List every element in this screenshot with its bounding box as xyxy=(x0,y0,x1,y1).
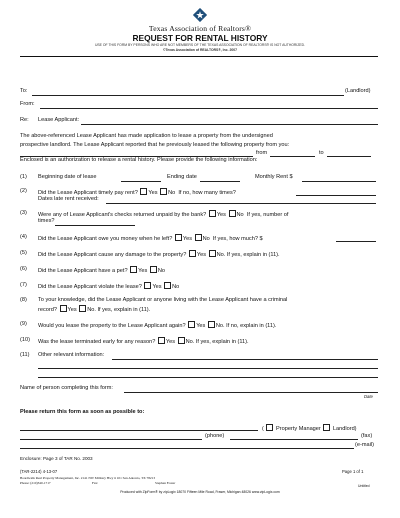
q4-yes-label: Yes xyxy=(182,236,193,242)
q6-no-label: No xyxy=(157,268,165,274)
q9-text: Would you lease the property to the Lease Applicant again? xyxy=(38,323,186,329)
q8-yes-label: Yes xyxy=(67,307,77,313)
q2-yes-checkbox[interactable] xyxy=(140,188,147,195)
open-paren: ( xyxy=(262,426,264,432)
q3-yes-checkbox[interactable] xyxy=(209,210,216,217)
name-completing-field[interactable] xyxy=(124,392,378,393)
q3-no-checkbox[interactable] xyxy=(229,210,236,217)
monthly-rent-field[interactable] xyxy=(302,181,376,182)
q8-no-label: No. If yes, explain in (11). xyxy=(87,307,151,313)
form-title: REQUEST FOR RENTAL HISTORY xyxy=(132,33,268,43)
q4-no-label: No xyxy=(202,236,210,242)
q10-text: Was the lease terminated early for any reason? xyxy=(38,339,156,345)
name-completing-label: Name of person completing this form: xyxy=(20,385,113,391)
late-times-field[interactable] xyxy=(296,195,376,196)
fax-field[interactable] xyxy=(230,439,358,440)
q5-yes-checkbox[interactable] xyxy=(189,250,196,257)
from-label: From: xyxy=(20,101,35,107)
q9-yes-checkbox[interactable] xyxy=(188,321,195,328)
lease-from-field[interactable] xyxy=(270,156,315,157)
re-label: Re: xyxy=(20,117,29,123)
q4-number: (4) xyxy=(20,234,27,240)
form-id: (TAR-2214) 4-13-07 xyxy=(20,469,58,474)
q9-row xyxy=(38,321,276,329)
page-number: Page 1 of 1 xyxy=(342,469,364,474)
produced-by: Produced with ZipForm® by zipLogix 18070 Fifteen Mile Road, Fraser, Michigan 48026 www.zipLogix.com xyxy=(120,490,280,494)
lease-applicant-label: Lease Applicant: xyxy=(38,117,80,123)
q2-row xyxy=(38,188,236,196)
q7-number: (7) xyxy=(20,282,27,288)
q8-number: (8) xyxy=(20,297,27,303)
q4-tail: If yes, how much? $ xyxy=(212,236,263,242)
email-label: (e-mail) xyxy=(355,442,374,448)
property-manager-label: Property Manager xyxy=(276,426,321,432)
q9-no-label: No. If no, explain in (11). xyxy=(215,323,277,329)
email-field[interactable] xyxy=(20,448,354,449)
q9-yes-label: Yes xyxy=(196,323,206,329)
q3-number: (3) xyxy=(20,210,27,216)
org-name: Texas Association of Realtors® xyxy=(148,24,252,33)
q3-yes-label: Yes xyxy=(216,212,226,218)
broker-info: Boardwalk Real Property Management, Inc. 2141 NW Military Hwy # 101 San Antonio, TX 78213 xyxy=(20,476,156,480)
enclosure-note: Enclosure: Page 3 of TAR No. 2003 xyxy=(20,456,93,461)
enclosed-text: Enclosed is an authorization to release a rental history. Please provide the following information: xyxy=(20,157,258,163)
broker-fax: Fax: xyxy=(92,481,99,485)
q7-yes-checkbox[interactable] xyxy=(144,282,151,289)
q5-text: Did the Lease Applicant cause any damage to the property? xyxy=(38,252,187,258)
q6-text: Did the Lease Applicant have a pet? xyxy=(38,268,128,274)
late-dates-field[interactable] xyxy=(106,203,376,204)
q4-text: Did the Lease Applicant owe you money when he left? xyxy=(38,236,173,242)
to-label: To: xyxy=(20,88,28,94)
broker-phone: Phone: (210)340-1717 xyxy=(20,481,51,485)
q3-times-label: times? xyxy=(38,218,55,224)
from-word: from xyxy=(256,150,268,156)
other-info-line-2[interactable] xyxy=(38,368,378,369)
q10-number: (10) xyxy=(20,337,30,343)
property-manager-checkbox[interactable] xyxy=(266,424,273,431)
agent-name: Stephen Foster xyxy=(155,481,176,485)
q7-row xyxy=(38,282,179,290)
q3-text: Were any of Lease Applicant's checks returned unpaid by the bank? xyxy=(38,212,207,218)
intro-line-2: prospective landlord. The Lease Applicant reported that he previously leased the following property from you: xyxy=(20,142,290,148)
q6-number: (6) xyxy=(20,266,27,272)
q11-number: (11) xyxy=(20,352,30,358)
phone-label: (phone) xyxy=(205,433,225,439)
q6-yes-checkbox[interactable] xyxy=(130,266,137,273)
q2-text: Did the Lease Applicant timely pay rent? xyxy=(38,190,138,196)
q4-row xyxy=(38,234,263,242)
q8-record-label: record? xyxy=(38,307,57,313)
q4-no-checkbox[interactable] xyxy=(195,234,202,241)
q2-no-checkbox[interactable] xyxy=(160,188,167,195)
q1-rent-label: Monthly Rent $ xyxy=(255,174,293,180)
q8-line-1: To your knowledge, did the Lease Applicant or anyone living with the Lease Applicant have a criminal xyxy=(38,297,288,303)
q7-no-label: No xyxy=(172,284,180,290)
q3-tail: If yes, number of xyxy=(246,212,289,218)
q3-no-label: No xyxy=(236,212,244,218)
q7-yes-label: Yes xyxy=(152,284,162,290)
q7-no-checkbox[interactable] xyxy=(164,282,171,289)
untitled-label: Untitled xyxy=(358,484,370,488)
to-field[interactable] xyxy=(32,95,344,96)
q6-row xyxy=(38,266,165,274)
q2-number: (2) xyxy=(20,188,27,194)
return-options xyxy=(262,424,357,432)
date-label: Date xyxy=(364,394,373,399)
tar-logo-icon xyxy=(193,8,207,22)
copyright: ©Texas Association of REALTORS®, Inc. 2007 xyxy=(162,48,238,52)
landlord-label: (Landlord) xyxy=(345,88,371,94)
returned-times-field[interactable] xyxy=(55,225,135,226)
q1-begin-label: Beginning date of lease xyxy=(38,174,97,180)
begin-date-field[interactable] xyxy=(121,181,161,182)
end-date-field[interactable] xyxy=(200,181,240,182)
q5-yes-label: Yes xyxy=(196,252,207,258)
q5-no-checkbox[interactable] xyxy=(209,250,216,257)
q10-yes-label: Yes xyxy=(165,339,176,345)
return-address-field[interactable] xyxy=(20,439,202,440)
q8-no-checkbox[interactable] xyxy=(79,305,86,312)
q8-row xyxy=(38,305,150,313)
q6-no-checkbox[interactable] xyxy=(150,266,157,273)
q2-yes-label: Yes xyxy=(148,190,158,196)
amount-owed-field[interactable] xyxy=(336,241,376,242)
q9-number: (9) xyxy=(20,321,27,327)
header-rule xyxy=(20,56,378,57)
other-info-line-1[interactable] xyxy=(112,359,378,360)
q10-row xyxy=(38,337,249,345)
q7-text: Did the Lease Applicant violate the lease? xyxy=(38,284,142,290)
other-info-line-3[interactable] xyxy=(38,377,378,378)
q5-no-label: No. If yes, explain in (11). xyxy=(216,252,280,258)
return-label: Please return this form as soon as possible to: xyxy=(20,409,145,415)
q6-yes-label: Yes xyxy=(138,268,148,274)
q1-end-label: Ending date xyxy=(167,174,197,180)
intro-line-1: The above-referenced Lease Applicant has made application to lease a property from the undersigned xyxy=(20,133,273,139)
q5-row xyxy=(38,250,280,258)
q1-number: (1) xyxy=(20,174,27,180)
to-word: to xyxy=(319,150,324,156)
return-name-field[interactable] xyxy=(20,430,258,431)
q2-no-label: No xyxy=(168,190,176,196)
lease-to-field[interactable] xyxy=(327,156,371,157)
q2-dates-label: Dates late rent received: xyxy=(38,196,99,202)
landlord-checkbox[interactable] xyxy=(323,424,330,431)
q11-text: Other relevant information: xyxy=(38,352,105,358)
usage-notice: USE OF THIS FORM BY PERSONS WHO ARE NOT MEMBERS OF THE TEXAS ASSOCIATION OF REALTORS® IS NOT AUTHORIZED. xyxy=(94,43,306,47)
q4-yes-checkbox[interactable] xyxy=(175,234,182,241)
q9-no-checkbox[interactable] xyxy=(208,321,215,328)
fax-label: (fax) xyxy=(361,433,373,439)
q2-tail: If no, how many times? xyxy=(178,190,236,196)
from-field[interactable] xyxy=(40,108,378,109)
q3-row xyxy=(38,210,288,218)
q10-yes-checkbox[interactable] xyxy=(158,337,165,344)
landlord-option-label: Landlord) xyxy=(332,426,357,432)
q10-no-checkbox[interactable] xyxy=(178,337,185,344)
q5-number: (5) xyxy=(20,250,27,256)
q10-no-label: No. If yes, explain in (11). xyxy=(185,339,249,345)
lease-applicant-field[interactable] xyxy=(81,124,378,125)
q8-yes-checkbox[interactable] xyxy=(60,305,67,312)
